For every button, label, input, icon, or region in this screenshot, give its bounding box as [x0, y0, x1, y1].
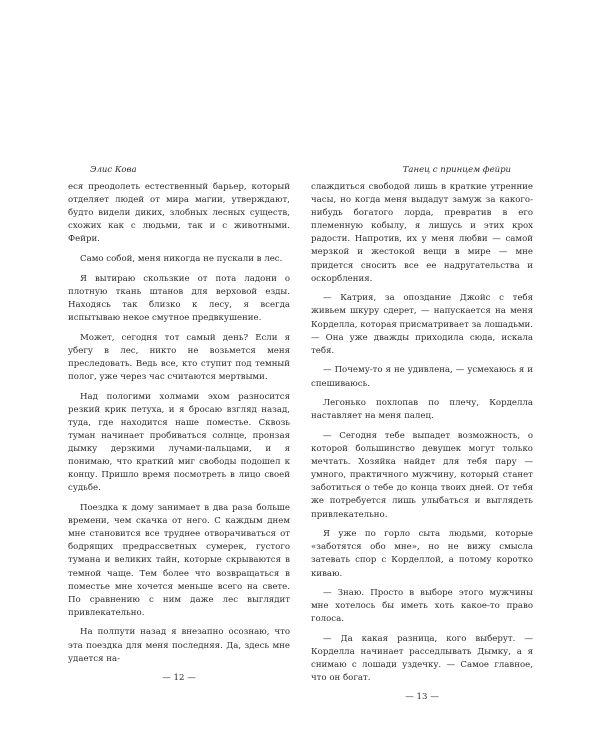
paragraph: Я уже по горло сыта людьми, которые «заботятся обо мне», но не вижу смысла затевать спор с Корделлой, а потому коротко киваю. [311, 529, 533, 579]
paragraph: — Да какая разница, кого выберут. — Корделла начинает расседлывать Дымку, а я снимаю с лошади уздечку. — Самое главное, что он богат. [311, 634, 533, 684]
paragraph: — Знаю. Просто в выборе этого мужчины мне хотелось бы иметь хоть какое-то право голоса. [311, 588, 533, 625]
paragraph: Само собой, меня никогда не пускали в лес. [80, 254, 283, 265]
right-page-body [311, 181, 533, 685]
paragraph: Поездка к дому занимает в два раза больше времени, чем скачка от него. С каждым днем мне становится все труднее отворачиваться от бодрящих предрассветных сумерек, густого тумана и великих тайн, которые скрываются в темной чаще. Тем более что возвращаться в поместье мне хочется меньше всего на свете. По сравнению с ним даже лес выглядит привлекательно. [68, 503, 290, 618]
paragraph: — Почему-то я не удивлена, — усмехаюсь я и спешиваюсь. [311, 365, 533, 389]
right-page [311, 165, 533, 703]
paragraph: Над пологими холмами эхом разносится резкий крик петуха, и я бросаю взгляд назад, туда, где находится наше поместье. Сквозь туман начинает пробиваться солнце, пронзая дымку дерзкими лучами-пальцами, и я понимаю, что краткий миг свободы подошел к концу. Пришло время посмотреть в лицо своей судьбе. [68, 391, 290, 494]
paragraph: На полпути назад я внезапно осознаю, что эта поездка для меня последняя. Да, здесь мне удается на- [68, 627, 290, 664]
paragraph: слаждиться свободой лишь в краткие утренние часы, но когда меня выдадут замуж за какого-нибудь богатого лорда, превратив в его племенную кобылу, я лишусь и этих крох радости. Напротив, их у меня любви — самой мерзкой и жестокой вещи в мире — мне придется сносить все ее надругательства и оскорбления. [311, 182, 533, 284]
left-page [68, 165, 290, 684]
running-head-author: Элис Кова [90, 165, 137, 175]
page-number: — 12 — [162, 672, 196, 683]
left-page-body [68, 181, 290, 666]
paragraph: Я вытираю скользкие от пота ладони о плотную ткань штанов для верховой езды. Находясь так близко к лесу, я всегда испытываю некое смутное предвкушение. [68, 273, 290, 324]
paragraph: — Сегодня тебе выпадет возможность, о которой большинство девушек могут только мечтать. Хозяйка найдет для тебя пару — умного, практичного мужчину, который станет заботиться о тебе до конца твоих дней. От тебя же потребуется лишь улыбаться и выглядеть привлекательно. [311, 430, 533, 520]
paragraph: Легонько похлопав по плечу, Корделла наставляет на меня палец. [311, 398, 533, 422]
paragraph: еся преодолеть естественный барьер, который отделяет людей от мира магии, утверждают, будто видели диких, злобных лесных существ, схожих как с людьми, так и с животными. Фейри. [68, 182, 290, 245]
paragraph: Может, сегодня тот самый день? Если я убегу в лес, никто не возьмется меня преследовать. Ведь все, кто ступит под темный полог, уже через час считаются мертвыми. [68, 332, 290, 382]
running-head-title: Танец с принцем фейри [402, 165, 511, 175]
paragraph: — Катрия, за опоздание Джойс с тебя живьем шкуру сдерет, — напускается на меня Корделла, которая присматривает за лошадьми. — Она уже дважды приходила сюда, искала тебя. [311, 293, 533, 356]
page-number: — 13 — [405, 692, 439, 703]
